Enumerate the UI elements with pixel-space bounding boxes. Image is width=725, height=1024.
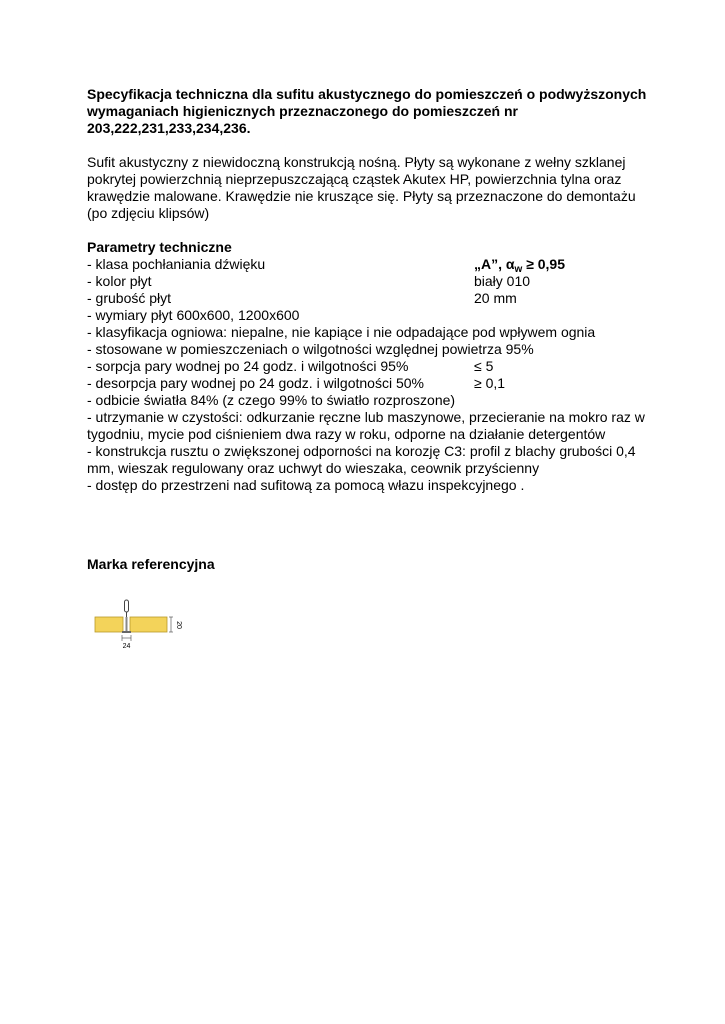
- document-title: Specyfikacja techniczna dla sufitu akustycznego do pomieszczeń o podwyższonych wymaganiach higienicznych przeznaczonego do pomieszczeń nr 203,222,231,233,234,236.: [87, 86, 647, 136]
- hanger-wire: [125, 600, 129, 612]
- param-value: ≤ 5: [474, 358, 494, 374]
- param-label: - wymiary płyt 600x600, 1200x600: [87, 307, 300, 323]
- param-label: - utrzymanie w czystości: odkurzanie ręczne lub maszynowe, przecieranie na mokro raz w tygodniu, mycie pod ciśnieniem dwa razy w roku, odporne na działanie detergentów: [87, 409, 645, 442]
- params-heading: Parametry techniczne: [87, 239, 232, 255]
- param-value: ≥ 0,1: [474, 375, 506, 391]
- param-label: - odbicie światła 84% (z czego 99% to światło rozproszone): [87, 392, 456, 408]
- param-label: - desorpcja pary wodnej po 24 godz. i wilgotności 50%: [87, 375, 424, 391]
- param-row: [87, 375, 647, 392]
- param-label: - sorpcja pary wodnej po 24 godz. i wilgotności 95%: [87, 358, 409, 374]
- param-value: biały 010: [474, 273, 531, 289]
- param-row: [87, 409, 647, 443]
- param-row: [87, 256, 647, 273]
- param-label: - stosowane w pomieszczeniach o wilgotności względnej powietrza 95%: [87, 341, 534, 357]
- intro-paragraph: Sufit akustyczny z niewidoczną konstrukcją nośną. Płyty są wykonane z wełny szklanej pokrytej powierzchnią nieprzepuszczającą cząstek Akutex HP, powierzchnia tylna oraz krawędzie malowane. Krawędzie nie kruszące się. Płyty są przeznaczone do demontażu (po zdjęciu klipsów): [87, 154, 636, 221]
- marka-heading: Marka referencyjna: [87, 556, 215, 572]
- cross-section-svg: [92, 598, 182, 654]
- param-row: [87, 477, 647, 494]
- param-row: [87, 307, 647, 324]
- param-label: - dostęp do przestrzeni nad sufitową za pomocą włazu inspekcyjnego .: [87, 477, 525, 493]
- width-dimension-label: 24: [122, 643, 131, 650]
- param-label: - klasa pochłaniania dźwięku: [87, 256, 266, 272]
- param-value: „A”, $\alpha_w \ge 0,95$: [474, 256, 565, 275]
- ceiling-cross-section-drawing: [92, 598, 182, 658]
- param-row: [87, 443, 647, 477]
- param-label: - konstrukcja rusztu o zwiększonej odporności na korozję C3: profil z blachy grubości 0,4 mm, wieszak regulowany oraz uchwyt do wieszaka, ceownik przyścienny: [87, 443, 636, 476]
- params-list: [87, 256, 647, 494]
- param-row: [87, 392, 647, 409]
- param-label: - grubość płyt: [87, 290, 172, 306]
- ceiling-panel-right: [130, 617, 167, 632]
- ceiling-panel-left: [95, 617, 123, 632]
- param-row: [87, 324, 647, 341]
- param-row: [87, 290, 647, 307]
- t-profile: [126, 617, 128, 632]
- param-row: [87, 358, 647, 375]
- param-value: 20 mm: [474, 290, 517, 306]
- param-label: - klasyfikacja ogniowa: niepalne, nie kapiące i nie odpadające pod wpływem ognia: [87, 324, 596, 340]
- param-row: [87, 341, 647, 358]
- param-label: - kolor płyt: [87, 273, 152, 289]
- param-row: [87, 273, 647, 290]
- document-body: [87, 86, 647, 494]
- t-profile-flange: [122, 631, 131, 633]
- height-dimension-label: 20: [175, 621, 182, 629]
